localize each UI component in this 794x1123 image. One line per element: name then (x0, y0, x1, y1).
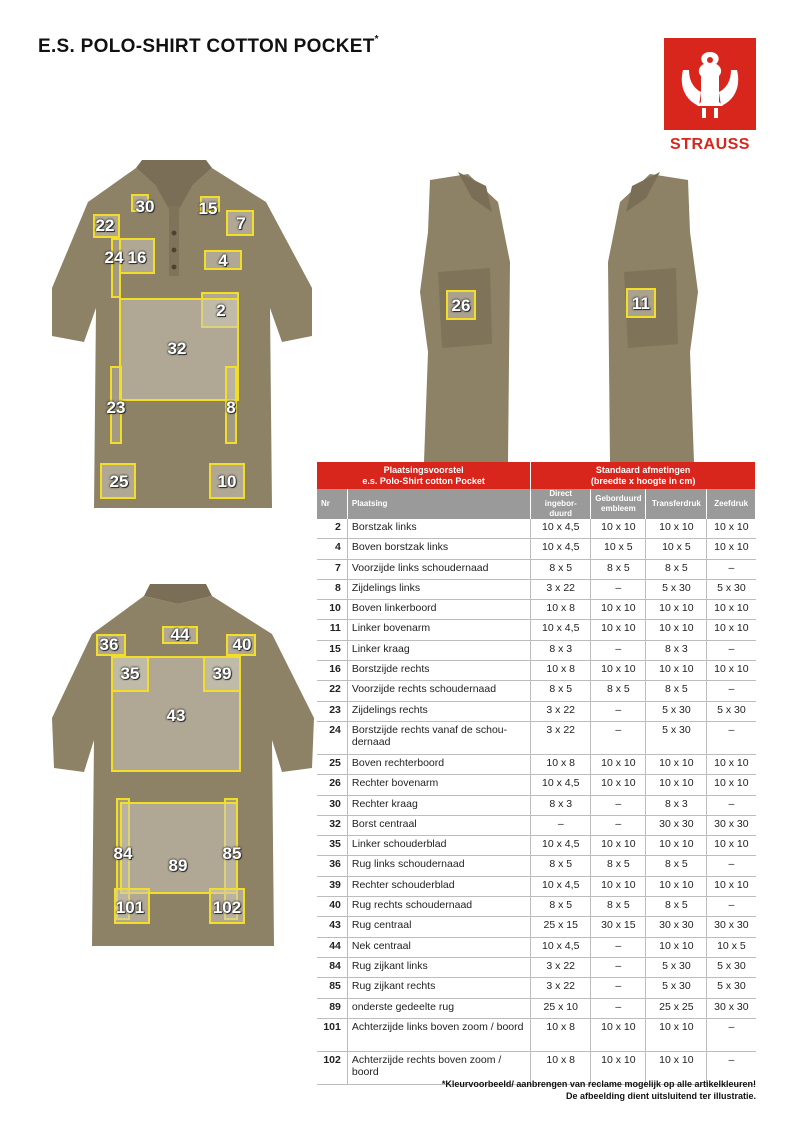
cell-zeef: 10 x 10 (707, 519, 756, 539)
table-row (317, 681, 756, 701)
col-placement: Plaatsing (347, 489, 530, 519)
table-row (317, 978, 756, 998)
cell-embleem: – (591, 721, 646, 754)
cell-direct: 10 x 8 (531, 754, 591, 774)
cell-placement: Nek centraal (347, 937, 530, 957)
cell-zeef: 5 x 30 (707, 701, 756, 721)
table-row (317, 559, 756, 579)
table-header-placement: Plaatsingsvoorstel e.s. Polo-Shirt cotton Pocket (317, 462, 531, 489)
footnote: *Kleurvoorbeeld/ aanbrengen van reclame mogelijk op alle artikelkleuren! De afbeelding dient uitsluitend ter illustratie. (441, 1079, 756, 1101)
cell-placement: Boven borstzak links (347, 539, 530, 559)
cell-zeef: 10 x 10 (707, 775, 756, 795)
cell-placement: Voorzijde links schoudernaad (347, 559, 530, 579)
cell-embleem: – (591, 579, 646, 599)
cell-zeef: 10 x 10 (707, 836, 756, 856)
zone-label: 4 (218, 251, 228, 270)
cell-embleem: 10 x 10 (591, 519, 646, 539)
cell-placement: Linker schouderblad (347, 836, 530, 856)
cell-nr: 35 (317, 836, 347, 856)
zone-label: 10 (217, 472, 237, 491)
cell-transfer: 8 x 5 (646, 681, 707, 701)
zone-label: 36 (99, 635, 119, 654)
zone-label: 102 (212, 898, 242, 917)
cell-embleem: 10 x 10 (591, 1018, 646, 1051)
cell-embleem: – (591, 815, 646, 835)
zone-label: 84 (113, 844, 133, 863)
cell-embleem: 10 x 5 (591, 539, 646, 559)
table-row (317, 876, 756, 896)
cell-direct: – (531, 815, 591, 835)
cell-transfer: 10 x 10 (646, 1018, 707, 1051)
cell-zeef: 10 x 5 (707, 937, 756, 957)
cell-nr: 32 (317, 815, 347, 835)
cell-zeef: – (707, 1051, 756, 1084)
zone-label: 44 (170, 625, 190, 644)
zone-label: 40 (232, 635, 252, 654)
table-row (317, 815, 756, 835)
cell-transfer: 10 x 10 (646, 1051, 707, 1084)
table-row (317, 856, 756, 876)
table-row (317, 1018, 756, 1051)
cell-nr: 101 (317, 1018, 347, 1051)
zone-label: 89 (168, 856, 188, 875)
cell-nr: 2 (317, 519, 347, 539)
table-row (317, 917, 756, 937)
cell-zeef: 10 x 10 (707, 661, 756, 681)
cell-placement: Linker kraag (347, 640, 530, 660)
zone-label: 24 (104, 248, 124, 267)
table-row (317, 519, 756, 539)
cell-direct: 10 x 4,5 (531, 539, 591, 559)
cell-nr: 84 (317, 957, 347, 977)
cell-embleem: – (591, 640, 646, 660)
zone-label: 43 (166, 706, 186, 725)
cell-nr: 85 (317, 978, 347, 998)
cell-placement: Boven rechterboord (347, 754, 530, 774)
cell-zeef: 10 x 10 (707, 600, 756, 620)
cell-placement: Zijdelings rechts (347, 701, 530, 721)
cell-direct: 3 x 22 (531, 721, 591, 754)
cell-embleem: 10 x 10 (591, 836, 646, 856)
cell-direct: 10 x 4,5 (531, 937, 591, 957)
shirt-back-view (36, 584, 318, 954)
cell-transfer: 25 x 25 (646, 998, 707, 1018)
cell-transfer: 10 x 10 (646, 620, 707, 640)
placement-size-table (317, 462, 756, 1085)
cell-direct: 8 x 5 (531, 559, 591, 579)
table-row (317, 721, 756, 754)
cell-zeef: 30 x 30 (707, 917, 756, 937)
cell-embleem: – (591, 795, 646, 815)
cell-direct: 3 x 22 (531, 978, 591, 998)
cell-transfer: 10 x 10 (646, 519, 707, 539)
cell-transfer: 8 x 5 (646, 897, 707, 917)
cell-nr: 24 (317, 721, 347, 754)
cell-nr: 23 (317, 701, 347, 721)
table-row (317, 998, 756, 1018)
col-embleem: Geborduurd embleem (591, 489, 646, 519)
cell-placement: Rug zijkant links (347, 957, 530, 977)
cell-nr: 11 (317, 620, 347, 640)
cell-zeef: – (707, 721, 756, 754)
cell-embleem: – (591, 998, 646, 1018)
cell-zeef: 5 x 30 (707, 957, 756, 977)
cell-direct: 3 x 22 (531, 701, 591, 721)
table-row (317, 620, 756, 640)
zone-label: 35 (120, 664, 140, 683)
cell-transfer: 5 x 30 (646, 579, 707, 599)
cell-embleem: 10 x 10 (591, 754, 646, 774)
zone-label: 101 (115, 898, 145, 917)
cell-nr: 40 (317, 897, 347, 917)
cell-direct: 10 x 8 (531, 1051, 591, 1084)
cell-nr: 89 (317, 998, 347, 1018)
table-row (317, 640, 756, 660)
cell-direct: 10 x 8 (531, 1018, 591, 1051)
cell-placement: Achterzijde rechts boven zoom / boord (347, 1051, 530, 1084)
cell-direct: 25 x 15 (531, 917, 591, 937)
table-row (317, 897, 756, 917)
cell-placement: Rechter schouderblad (347, 876, 530, 896)
cell-direct: 3 x 22 (531, 957, 591, 977)
shirt-side-view-right (408, 172, 538, 462)
cell-placement: Borst centraal (347, 815, 530, 835)
cell-placement: Linker bovenarm (347, 620, 530, 640)
cell-embleem: 10 x 10 (591, 1051, 646, 1084)
cell-transfer: 8 x 5 (646, 559, 707, 579)
cell-transfer: 5 x 30 (646, 957, 707, 977)
cell-placement: Borstzijde rechts vanaf de schou-dernaad (347, 721, 530, 754)
cell-nr: 39 (317, 876, 347, 896)
table-row (317, 701, 756, 721)
stork-emblem-icon (675, 46, 745, 122)
cell-placement: Rug links schoudernaad (347, 856, 530, 876)
table-row (317, 937, 756, 957)
cell-direct: 10 x 4,5 (531, 876, 591, 896)
cell-placement: Borstzijde rechts (347, 661, 530, 681)
col-direct: Direct ingebor-duurd (531, 489, 591, 519)
col-zeef: Zeefdruk (707, 489, 756, 519)
cell-embleem: 10 x 10 (591, 661, 646, 681)
cell-embleem: 10 x 10 (591, 620, 646, 640)
cell-embleem: 8 x 5 (591, 559, 646, 579)
table-header-dimensions: Standaard afmetingen (breedte x hoogte in cm) (531, 462, 756, 489)
cell-transfer: 8 x 3 (646, 795, 707, 815)
col-nr: Nr (317, 489, 347, 519)
cell-embleem: – (591, 701, 646, 721)
zone-label: 32 (167, 339, 187, 358)
table-row (317, 600, 756, 620)
zone-label: 16 (127, 248, 147, 267)
cell-direct: 3 x 22 (531, 579, 591, 599)
cell-transfer: 10 x 10 (646, 937, 707, 957)
cell-nr: 43 (317, 917, 347, 937)
cell-embleem: 10 x 10 (591, 775, 646, 795)
cell-direct: 8 x 5 (531, 856, 591, 876)
cell-zeef: – (707, 897, 756, 917)
cell-embleem: – (591, 957, 646, 977)
cell-embleem: – (591, 978, 646, 998)
zone-label: 23 (106, 398, 126, 417)
cell-zeef: – (707, 681, 756, 701)
cell-direct: 8 x 5 (531, 897, 591, 917)
cell-zeef: 5 x 30 (707, 978, 756, 998)
cell-placement: Achterzijde links boven zoom / boord (347, 1018, 530, 1051)
zone-label: 22 (95, 216, 115, 235)
zone-label: 30 (135, 197, 155, 216)
cell-zeef: 10 x 10 (707, 539, 756, 559)
cell-nr: 102 (317, 1051, 347, 1084)
table-row (317, 539, 756, 559)
cell-zeef: 10 x 10 (707, 754, 756, 774)
zone-label: 15 (198, 199, 218, 218)
cell-embleem: – (591, 937, 646, 957)
cell-transfer: 10 x 10 (646, 600, 707, 620)
cell-placement: Boven linkerboord (347, 600, 530, 620)
cell-transfer: 30 x 30 (646, 815, 707, 835)
strauss-logo: STRAUSS (664, 38, 756, 158)
cell-placement: Rug zijkant rechts (347, 978, 530, 998)
table-row (317, 775, 756, 795)
cell-direct: 10 x 8 (531, 600, 591, 620)
cell-transfer: 10 x 10 (646, 754, 707, 774)
cell-nr: 16 (317, 661, 347, 681)
cell-transfer: 5 x 30 (646, 701, 707, 721)
table-row (317, 957, 756, 977)
cell-transfer: 10 x 10 (646, 775, 707, 795)
page-title: E.S. POLO-SHIRT COTTON POCKET* (38, 34, 379, 57)
cell-transfer: 5 x 30 (646, 978, 707, 998)
cell-transfer: 5 x 30 (646, 721, 707, 754)
cell-direct: 10 x 4,5 (531, 775, 591, 795)
zone-label: 11 (632, 294, 650, 313)
table-row (317, 754, 756, 774)
cell-zeef: 30 x 30 (707, 815, 756, 835)
cell-zeef: – (707, 856, 756, 876)
zone-label: 8 (226, 398, 236, 417)
cell-zeef: – (707, 559, 756, 579)
cell-placement: Rechter bovenarm (347, 775, 530, 795)
cell-zeef: – (707, 795, 756, 815)
cell-transfer: 10 x 10 (646, 876, 707, 896)
cell-embleem: 30 x 15 (591, 917, 646, 937)
col-transfer: Transferdruk (646, 489, 707, 519)
cell-transfer: 10 x 10 (646, 836, 707, 856)
cell-zeef: 10 x 10 (707, 620, 756, 640)
cell-transfer: 8 x 5 (646, 856, 707, 876)
cell-zeef: – (707, 1018, 756, 1051)
cell-direct: 8 x 3 (531, 795, 591, 815)
shirt-side-view-left (580, 172, 710, 462)
table-row (317, 661, 756, 681)
cell-nr: 8 (317, 579, 347, 599)
cell-direct: 8 x 5 (531, 681, 591, 701)
cell-nr: 10 (317, 600, 347, 620)
cell-embleem: 10 x 10 (591, 600, 646, 620)
cell-nr: 7 (317, 559, 347, 579)
zone-label: 85 (222, 844, 242, 863)
cell-zeef: 5 x 30 (707, 579, 756, 599)
zone-label: 39 (212, 664, 232, 683)
cell-nr: 22 (317, 681, 347, 701)
cell-embleem: 8 x 5 (591, 681, 646, 701)
cell-nr: 4 (317, 539, 347, 559)
cell-placement: Rechter kraag (347, 795, 530, 815)
cell-nr: 15 (317, 640, 347, 660)
cell-transfer: 10 x 10 (646, 661, 707, 681)
cell-zeef: 10 x 10 (707, 876, 756, 896)
table-row (317, 836, 756, 856)
zone-label: 25 (109, 472, 129, 491)
cell-embleem: 8 x 5 (591, 856, 646, 876)
cell-direct: 10 x 4,5 (531, 620, 591, 640)
cell-direct: 10 x 8 (531, 661, 591, 681)
zone-label: 26 (451, 296, 471, 315)
cell-nr: 36 (317, 856, 347, 876)
cell-direct: 10 x 4,5 (531, 836, 591, 856)
cell-nr: 25 (317, 754, 347, 774)
cell-zeef: 30 x 30 (707, 998, 756, 1018)
cell-transfer: 10 x 5 (646, 539, 707, 559)
cell-transfer: 8 x 3 (646, 640, 707, 660)
zone-label: 2 (216, 301, 226, 320)
cell-transfer: 30 x 30 (646, 917, 707, 937)
cell-placement: Voorzijde rechts schoudernaad (347, 681, 530, 701)
cell-nr: 26 (317, 775, 347, 795)
cell-direct: 25 x 10 (531, 998, 591, 1018)
cell-embleem: 8 x 5 (591, 897, 646, 917)
cell-nr: 44 (317, 937, 347, 957)
shirt-front-view (36, 158, 318, 518)
cell-placement: Zijdelings links (347, 579, 530, 599)
zone-label: 7 (236, 214, 246, 233)
cell-placement: Rug centraal (347, 917, 530, 937)
cell-direct: 8 x 3 (531, 640, 591, 660)
table-row (317, 579, 756, 599)
table-row (317, 795, 756, 815)
cell-zeef: – (707, 640, 756, 660)
cell-placement: onderste gedeelte rug (347, 998, 530, 1018)
cell-placement: Borstzak links (347, 519, 530, 539)
cell-placement: Rug rechts schoudernaad (347, 897, 530, 917)
cell-nr: 30 (317, 795, 347, 815)
cell-embleem: 10 x 10 (591, 876, 646, 896)
cell-direct: 10 x 4,5 (531, 519, 591, 539)
